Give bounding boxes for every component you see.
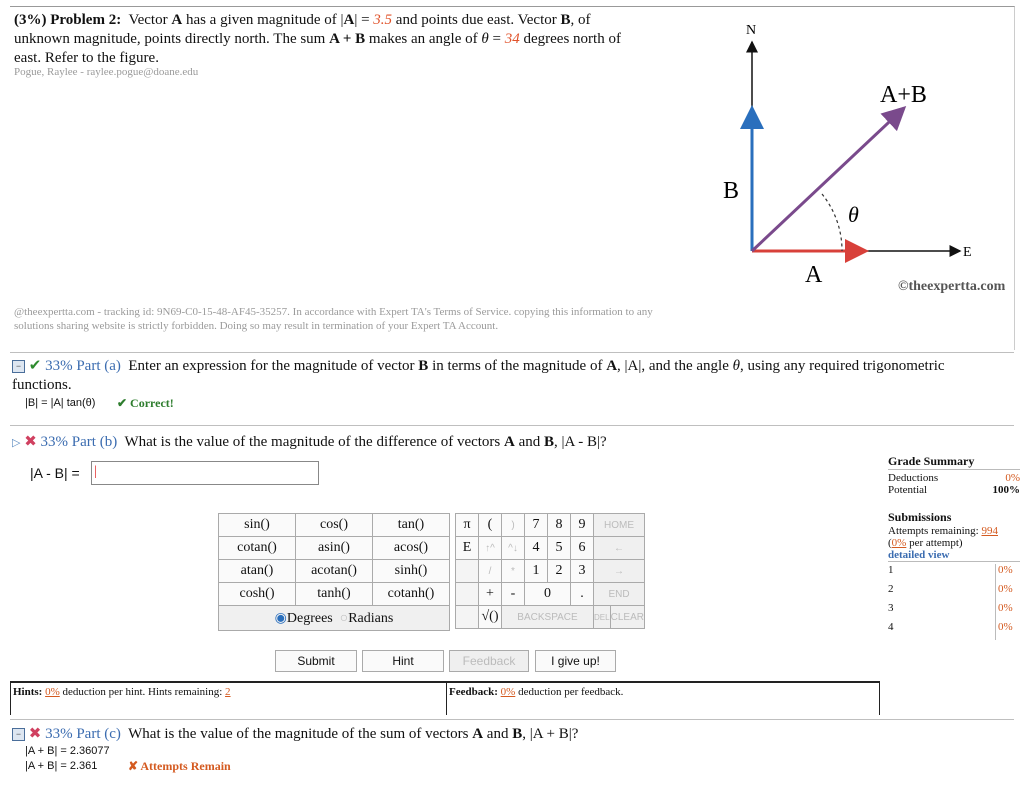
acos-button[interactable]: acos() <box>373 537 450 560</box>
hints-remaining: 2 <box>225 686 231 698</box>
hints-divider <box>10 681 880 683</box>
part-c-status: ✘ Attempts Remain <box>128 759 231 773</box>
feedback-border <box>446 681 447 715</box>
digit-2-button[interactable]: 2 <box>548 560 571 583</box>
cosh-button[interactable]: cosh() <box>219 583 296 606</box>
x-icon: ✖ <box>24 434 37 450</box>
end-button[interactable]: END <box>594 583 645 606</box>
expand-icon[interactable]: ▷ <box>12 437 21 449</box>
problem-statement: (3%) Problem 2: Vector A has a given magnitude of |A| = 3.5 and points due east. Vector B, of unknown magnitude, points directly north. The sum A + B makes an angle of θ = 34 degrees north of east. Refer to the figure. <box>14 12 621 66</box>
label-theta: θ <box>848 202 859 227</box>
digit-9-button[interactable]: 9 <box>571 514 594 537</box>
digit-0-button[interactable]: 0 <box>525 583 571 606</box>
divider <box>10 425 1014 426</box>
function-keypad <box>218 513 450 631</box>
part-a-status: ✔ Correct! <box>117 396 174 410</box>
pi-button[interactable]: π <box>456 514 479 537</box>
cos-button[interactable]: cos() <box>296 514 373 537</box>
plus-button[interactable]: + <box>479 583 502 606</box>
submission-row: 2 0% <box>888 583 1020 602</box>
cursor-right-button[interactable]: → <box>594 560 645 583</box>
part-b-title: 33% Part (b) <box>40 434 118 450</box>
radio-radians-icon[interactable]: ○ <box>339 610 349 626</box>
part-a-answer: |B| = |A| tan(θ) <box>25 397 96 409</box>
divide-button[interactable]: / <box>479 560 502 583</box>
give-up-button[interactable]: I give up! <box>535 650 616 672</box>
answer-label: |A - B| = <box>30 465 80 481</box>
minus-button[interactable]: - <box>502 583 525 606</box>
part-a-title: 33% Part (a) <box>45 358 121 374</box>
label-east: E <box>963 245 972 260</box>
part-c-answer-1: |A + B| = 2.36077 <box>25 745 110 757</box>
lparen-button[interactable]: ( <box>479 514 502 537</box>
attempts-row: Attempts remaining: 994 <box>888 525 998 537</box>
theta-arc <box>822 194 842 251</box>
author-line: Pogue, Raylee - raylee.pogue@doane.edu <box>14 66 199 78</box>
tan-button[interactable]: tan() <box>373 514 450 537</box>
cursor-left-button[interactable]: ← <box>594 537 645 560</box>
tanh-button[interactable]: tanh() <box>296 583 373 606</box>
submission-row: 3 0% <box>888 602 1020 621</box>
asin-button[interactable]: asin() <box>296 537 373 560</box>
detailed-view-link[interactable]: detailed view <box>888 549 1020 562</box>
deductions-value: 0% <box>1005 472 1020 484</box>
delete-button[interactable]: DEL <box>594 606 611 629</box>
collapse-icon[interactable]: − <box>12 728 25 741</box>
radians-label: Radians <box>348 610 394 626</box>
feedback-pct: 0% <box>500 686 516 698</box>
clear-button[interactable]: CLEAR <box>610 606 644 629</box>
acotan-button[interactable]: acotan() <box>296 560 373 583</box>
label-a: A <box>805 262 823 288</box>
hints-info: Hints: 0% deduction per hint. Hints remaining: 2 <box>13 686 231 698</box>
cotan-button[interactable]: cotan() <box>219 537 296 560</box>
vector-sum-arrow <box>752 108 904 251</box>
superscript-down-button[interactable]: ^↓ <box>502 537 525 560</box>
problem-header: (3%) Problem 2: <box>14 12 122 28</box>
label-sum: A+B <box>880 82 927 108</box>
figure-watermark: ©theexpertta.com <box>898 279 1006 294</box>
divider <box>10 352 1014 353</box>
sin-button[interactable]: sin() <box>219 514 296 537</box>
home-button[interactable]: HOME <box>594 514 645 537</box>
digit-4-button[interactable]: 4 <box>525 537 548 560</box>
sinh-button[interactable]: sinh() <box>373 560 450 583</box>
e-button[interactable]: E <box>456 537 479 560</box>
blank-key <box>456 560 479 583</box>
hint-button[interactable]: Hint <box>362 650 444 672</box>
answer-input[interactable] <box>91 461 319 485</box>
backspace-button[interactable]: BACKSPACE <box>502 606 594 629</box>
digit-3-button[interactable]: 3 <box>571 560 594 583</box>
a-magnitude-value: 3.5 <box>373 12 393 28</box>
panel-border <box>879 681 880 715</box>
decimal-button[interactable]: . <box>571 583 594 606</box>
degrees-label: Degrees <box>286 610 333 626</box>
cotanh-button[interactable]: cotanh() <box>373 583 450 606</box>
part-c-answer-2: |A + B| = 2.361 <box>25 760 98 772</box>
potential-value: 100% <box>992 484 1020 496</box>
potential-row: Potential 100% <box>888 484 1020 496</box>
part-b: ▷ ✖ 33% Part (b) What is the value of the magnitude of the difference of vectors A and B, |A - B|? <box>12 434 607 450</box>
digit-8-button[interactable]: 8 <box>548 514 571 537</box>
numeric-keypad <box>455 513 645 629</box>
blank-key <box>456 583 479 606</box>
submission-row: 4 0% <box>888 621 1020 640</box>
text-cursor: | <box>94 464 97 479</box>
superscript-up-button[interactable]: ↑^ <box>479 537 502 560</box>
hints-border <box>10 681 11 715</box>
submissions-title: Submissions <box>888 510 952 524</box>
digit-5-button[interactable]: 5 <box>548 537 571 560</box>
part-a: − ✔ 33% Part (a) Enter an expression for the magnitude of vector B in terms of the magnitude of A, |A|, and the angle θ, using any required trigonometric functions. <box>12 358 945 393</box>
blank-key <box>456 606 479 629</box>
atan-button[interactable]: atan() <box>219 560 296 583</box>
feedback-info: Feedback: 0% deduction per feedback. <box>449 686 624 698</box>
feedback-button[interactable]: Feedback <box>449 650 529 672</box>
grade-summary <box>888 454 1020 640</box>
theta-value: 34 <box>504 31 520 47</box>
vector-figure <box>690 14 1020 294</box>
angle-mode <box>219 606 450 631</box>
submit-button[interactable]: Submit <box>275 650 357 672</box>
grade-summary-title: Grade Summary <box>888 454 1020 470</box>
label-north: N <box>746 23 757 38</box>
per-attempt-row: (0% per attempt) <box>888 537 963 549</box>
deductions-row: Deductions 0% <box>888 472 1020 484</box>
x-icon: ✖ <box>28 726 42 742</box>
sqrt-button[interactable]: √() <box>479 606 502 629</box>
digit-1-button[interactable]: 1 <box>525 560 548 583</box>
check-icon: ✔ <box>28 358 42 374</box>
attempts-value: 994 <box>981 525 998 537</box>
part-c-title: 33% Part (c) <box>45 726 121 742</box>
collapse-icon[interactable]: − <box>12 360 25 373</box>
tracking-notice: @theexpertta.com - tracking id: 9N69-C0-15-48-AF45-35257. In accordance with Expert TA's Terms of Service. copying this information to any solutions sharing website is strictly forbidden. Doing so may result in termination of your Expert TA Account. <box>14 306 653 332</box>
label-b: B <box>723 178 740 204</box>
radio-degrees-icon[interactable]: ◉ <box>274 610 287 626</box>
digit-7-button[interactable]: 7 <box>525 514 548 537</box>
part-c: − ✖ 33% Part (c) What is the value of the magnitude of the sum of vectors A and B, |A + B|? <box>12 724 912 743</box>
digit-6-button[interactable]: 6 <box>571 537 594 560</box>
hint-pct: 0% <box>45 686 60 698</box>
submission-row: 1 0% <box>888 564 1020 583</box>
rparen-button[interactable]: ) <box>502 514 525 537</box>
multiply-button[interactable]: * <box>502 560 525 583</box>
divider <box>10 719 1014 720</box>
